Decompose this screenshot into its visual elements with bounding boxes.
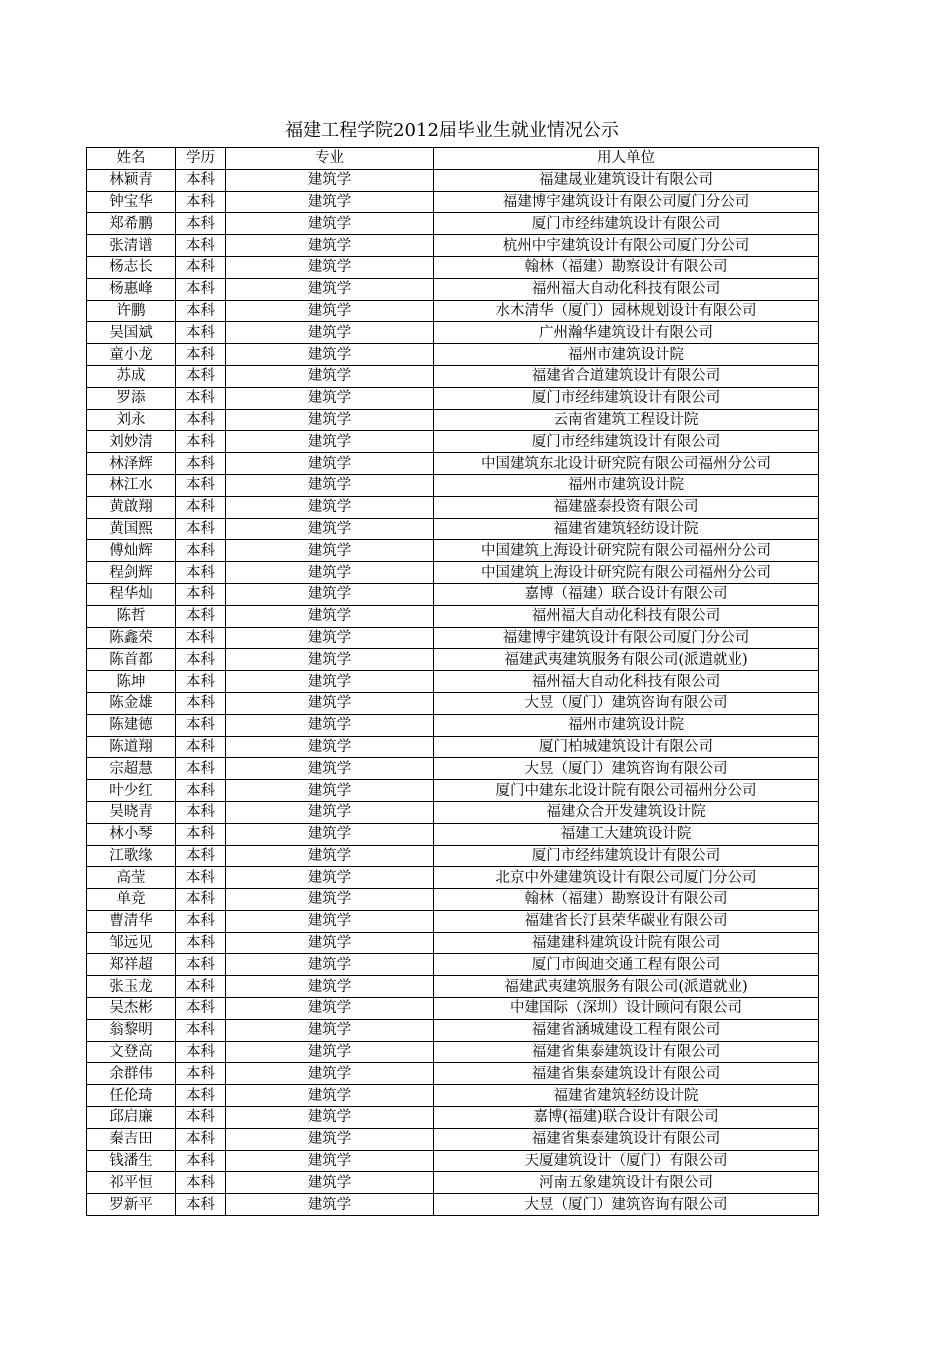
cell-major: 建筑学	[226, 583, 434, 605]
cell-major: 建筑学	[226, 300, 434, 322]
cell-employer: 福州市建筑设计院	[434, 714, 819, 736]
table-row	[87, 910, 819, 932]
table-row	[87, 998, 819, 1020]
cell-education: 本科	[176, 1019, 226, 1041]
cell-education: 本科	[176, 213, 226, 235]
cell-employer: 福州市建筑设计院	[434, 474, 819, 496]
cell-employer: 福建武夷建筑服务有限公司(派遣就业)	[434, 649, 819, 671]
cell-major: 建筑学	[226, 671, 434, 693]
cell-education: 本科	[176, 976, 226, 998]
cell-employer: 福建博宇建筑设计有限公司厦门分公司	[434, 627, 819, 649]
cell-education: 本科	[176, 409, 226, 431]
table-row	[87, 1019, 819, 1041]
cell-education: 本科	[176, 169, 226, 191]
cell-education: 本科	[176, 518, 226, 540]
cell-name: 傅灿辉	[87, 540, 176, 562]
cell-employer: 福建工大建筑设计院	[434, 823, 819, 845]
cell-major: 建筑学	[226, 932, 434, 954]
cell-education: 本科	[176, 932, 226, 954]
cell-name: 许鹏	[87, 300, 176, 322]
table-row	[87, 845, 819, 867]
cell-name: 曹清华	[87, 910, 176, 932]
cell-name: 邱启廉	[87, 1107, 176, 1129]
table-row	[87, 409, 819, 431]
cell-name: 单竞	[87, 889, 176, 911]
cell-major: 建筑学	[226, 518, 434, 540]
cell-major: 建筑学	[226, 453, 434, 475]
cell-education: 本科	[176, 1107, 226, 1129]
cell-major: 建筑学	[226, 1150, 434, 1172]
cell-education: 本科	[176, 1194, 226, 1216]
cell-name: 钟宝华	[87, 191, 176, 213]
table-row	[87, 1041, 819, 1063]
cell-major: 建筑学	[226, 1128, 434, 1150]
cell-name: 张玉龙	[87, 976, 176, 998]
cell-name: 吴晓青	[87, 801, 176, 823]
table-row	[87, 453, 819, 475]
cell-name: 吴国斌	[87, 322, 176, 344]
cell-education: 本科	[176, 496, 226, 518]
cell-name: 任伦琦	[87, 1085, 176, 1107]
cell-major: 建筑学	[226, 344, 434, 366]
cell-major: 建筑学	[226, 256, 434, 278]
table-row	[87, 278, 819, 300]
cell-name: 余群伟	[87, 1063, 176, 1085]
cell-name: 林江水	[87, 474, 176, 496]
cell-major: 建筑学	[226, 649, 434, 671]
cell-employer: 厦门市闽迪交通工程有限公司	[434, 954, 819, 976]
table-row	[87, 780, 819, 802]
table-row	[87, 954, 819, 976]
table-row	[87, 1150, 819, 1172]
cell-name: 刘妙清	[87, 431, 176, 453]
cell-employer: 福建博宇建筑设计有限公司厦门分公司	[434, 191, 819, 213]
cell-education: 本科	[176, 322, 226, 344]
cell-education: 本科	[176, 387, 226, 409]
cell-employer: 中国建筑东北设计研究院有限公司福州分公司	[434, 453, 819, 475]
table-row	[87, 1085, 819, 1107]
cell-employer: 厦门市经纬建筑设计有限公司	[434, 213, 819, 235]
cell-major: 建筑学	[226, 235, 434, 257]
table-row	[87, 213, 819, 235]
cell-employer: 厦门柏城建筑设计有限公司	[434, 736, 819, 758]
cell-name: 程剑辉	[87, 562, 176, 584]
cell-name: 林泽辉	[87, 453, 176, 475]
cell-major: 建筑学	[226, 910, 434, 932]
table-row	[87, 496, 819, 518]
cell-name: 童小龙	[87, 344, 176, 366]
cell-name: 郑祥超	[87, 954, 176, 976]
cell-education: 本科	[176, 235, 226, 257]
cell-major: 建筑学	[226, 845, 434, 867]
cell-education: 本科	[176, 954, 226, 976]
cell-employer: 福建省集泰建筑设计有限公司	[434, 1041, 819, 1063]
cell-major: 建筑学	[226, 474, 434, 496]
cell-major: 建筑学	[226, 387, 434, 409]
table-row	[87, 867, 819, 889]
cell-name: 苏成	[87, 365, 176, 387]
cell-employer: 福州福大自动化科技有限公司	[434, 671, 819, 693]
cell-education: 本科	[176, 910, 226, 932]
cell-education: 本科	[176, 278, 226, 300]
cell-major: 建筑学	[226, 562, 434, 584]
cell-employer: 福建建科建筑设计院有限公司	[434, 932, 819, 954]
column-header-name: 姓名	[87, 148, 176, 170]
column-header-employer: 用人单位	[434, 148, 819, 170]
cell-name: 叶少红	[87, 780, 176, 802]
cell-employer: 福建省建筑轻纺设计院	[434, 1085, 819, 1107]
table-row	[87, 256, 819, 278]
table-row	[87, 714, 819, 736]
cell-education: 本科	[176, 300, 226, 322]
cell-employer: 福建省集泰建筑设计有限公司	[434, 1063, 819, 1085]
table-row	[87, 1107, 819, 1129]
cell-major: 建筑学	[226, 889, 434, 911]
cell-name: 罗新平	[87, 1194, 176, 1216]
table-row	[87, 801, 819, 823]
cell-name: 陈坤	[87, 671, 176, 693]
cell-education: 本科	[176, 649, 226, 671]
cell-education: 本科	[176, 736, 226, 758]
cell-name: 吴杰彬	[87, 998, 176, 1020]
table-row	[87, 976, 819, 998]
cell-employer: 杭州中宇建筑设计有限公司厦门分公司	[434, 235, 819, 257]
table-body	[87, 169, 819, 1215]
cell-employer: 厦门市经纬建筑设计有限公司	[434, 431, 819, 453]
table-row	[87, 1172, 819, 1194]
table-row	[87, 518, 819, 540]
page-title: 福建工程学院2012届毕业生就业情况公示	[285, 120, 619, 141]
cell-education: 本科	[176, 605, 226, 627]
table-row	[87, 671, 819, 693]
cell-employer: 河南五象建筑设计有限公司	[434, 1172, 819, 1194]
cell-education: 本科	[176, 453, 226, 475]
cell-education: 本科	[176, 1063, 226, 1085]
cell-education: 本科	[176, 474, 226, 496]
table-row	[87, 431, 819, 453]
cell-major: 建筑学	[226, 169, 434, 191]
cell-employer: 天厦建筑设计（厦门）有限公司	[434, 1150, 819, 1172]
table-row	[87, 1194, 819, 1216]
cell-education: 本科	[176, 845, 226, 867]
cell-education: 本科	[176, 256, 226, 278]
cell-employer: 北京中外建建筑设计有限公司厦门分公司	[434, 867, 819, 889]
cell-education: 本科	[176, 562, 226, 584]
cell-education: 本科	[176, 1085, 226, 1107]
table-row	[87, 474, 819, 496]
cell-name: 陈鑫荣	[87, 627, 176, 649]
cell-major: 建筑学	[226, 780, 434, 802]
cell-major: 建筑学	[226, 191, 434, 213]
cell-education: 本科	[176, 692, 226, 714]
cell-name: 江歌缘	[87, 845, 176, 867]
table-row	[87, 387, 819, 409]
cell-employer: 福建省涵城建设工程有限公司	[434, 1019, 819, 1041]
cell-major: 建筑学	[226, 692, 434, 714]
cell-employer: 厦门市经纬建筑设计有限公司	[434, 387, 819, 409]
cell-education: 本科	[176, 1128, 226, 1150]
cell-employer: 水木清华（厦门）园林规划设计有限公司	[434, 300, 819, 322]
cell-major: 建筑学	[226, 365, 434, 387]
cell-education: 本科	[176, 867, 226, 889]
cell-employer: 厦门市经纬建筑设计有限公司	[434, 845, 819, 867]
cell-employer: 中建国际（深圳）设计顾问有限公司	[434, 998, 819, 1020]
cell-major: 建筑学	[226, 627, 434, 649]
header-row	[87, 148, 819, 170]
table-row	[87, 322, 819, 344]
cell-major: 建筑学	[226, 431, 434, 453]
cell-name: 高莹	[87, 867, 176, 889]
cell-major: 建筑学	[226, 409, 434, 431]
cell-education: 本科	[176, 365, 226, 387]
cell-name: 文登高	[87, 1041, 176, 1063]
cell-employer: 大昱（厦门）建筑咨询有限公司	[434, 758, 819, 780]
cell-name: 祁平恒	[87, 1172, 176, 1194]
cell-name: 陈建德	[87, 714, 176, 736]
cell-education: 本科	[176, 998, 226, 1020]
table-row	[87, 1063, 819, 1085]
cell-employer: 福建省集泰建筑设计有限公司	[434, 1128, 819, 1150]
cell-name: 陈哲	[87, 605, 176, 627]
cell-education: 本科	[176, 540, 226, 562]
cell-major: 建筑学	[226, 823, 434, 845]
table-row	[87, 823, 819, 845]
cell-major: 建筑学	[226, 1019, 434, 1041]
cell-employer: 大昱（厦门）建筑咨询有限公司	[434, 692, 819, 714]
cell-education: 本科	[176, 780, 226, 802]
cell-employer: 福建众合开发建筑设计院	[434, 801, 819, 823]
cell-major: 建筑学	[226, 1107, 434, 1129]
cell-employer: 福建盛泰投资有限公司	[434, 496, 819, 518]
cell-name: 张清谱	[87, 235, 176, 257]
cell-name: 陈金雄	[87, 692, 176, 714]
cell-employer: 福建省建筑轻纺设计院	[434, 518, 819, 540]
table-row	[87, 191, 819, 213]
cell-employer: 广州瀚华建筑设计有限公司	[434, 322, 819, 344]
cell-employer: 福建晟业建筑设计有限公司	[434, 169, 819, 191]
cell-education: 本科	[176, 627, 226, 649]
cell-education: 本科	[176, 1172, 226, 1194]
table-row	[87, 169, 819, 191]
cell-employer: 福建省长汀县荣华碳业有限公司	[434, 910, 819, 932]
cell-employer: 福建省合道建筑设计有限公司	[434, 365, 819, 387]
employment-table	[86, 147, 819, 1216]
cell-name: 邹远见	[87, 932, 176, 954]
cell-name: 黄啟翔	[87, 496, 176, 518]
cell-major: 建筑学	[226, 801, 434, 823]
cell-employer: 福州福大自动化科技有限公司	[434, 605, 819, 627]
table-row	[87, 605, 819, 627]
cell-employer: 翰林（福建）勘察设计有限公司	[434, 256, 819, 278]
cell-education: 本科	[176, 1041, 226, 1063]
cell-education: 本科	[176, 344, 226, 366]
cell-major: 建筑学	[226, 496, 434, 518]
cell-employer: 福州福大自动化科技有限公司	[434, 278, 819, 300]
cell-name: 林颖青	[87, 169, 176, 191]
cell-major: 建筑学	[226, 714, 434, 736]
cell-employer: 嘉博（福建）联合设计有限公司	[434, 583, 819, 605]
cell-education: 本科	[176, 889, 226, 911]
cell-education: 本科	[176, 801, 226, 823]
cell-education: 本科	[176, 1150, 226, 1172]
cell-education: 本科	[176, 758, 226, 780]
table-row	[87, 540, 819, 562]
table-row	[87, 583, 819, 605]
cell-major: 建筑学	[226, 1063, 434, 1085]
cell-name: 翁黎明	[87, 1019, 176, 1041]
cell-name: 林小琴	[87, 823, 176, 845]
table-row	[87, 932, 819, 954]
column-header-education: 学历	[176, 148, 226, 170]
cell-education: 本科	[176, 191, 226, 213]
table-row	[87, 627, 819, 649]
cell-major: 建筑学	[226, 998, 434, 1020]
cell-name: 黄国熙	[87, 518, 176, 540]
cell-employer: 中国建筑上海设计研究院有限公司福州分公司	[434, 562, 819, 584]
cell-major: 建筑学	[226, 976, 434, 998]
cell-name: 陈首都	[87, 649, 176, 671]
cell-name: 罗添	[87, 387, 176, 409]
table-row	[87, 300, 819, 322]
table-row	[87, 562, 819, 584]
table-row	[87, 1128, 819, 1150]
table-row	[87, 889, 819, 911]
cell-name: 秦吉田	[87, 1128, 176, 1150]
cell-major: 建筑学	[226, 867, 434, 889]
cell-major: 建筑学	[226, 1172, 434, 1194]
cell-education: 本科	[176, 823, 226, 845]
table-row	[87, 736, 819, 758]
table-row	[87, 692, 819, 714]
cell-employer: 中国建筑上海设计研究院有限公司福州分公司	[434, 540, 819, 562]
column-header-major: 专业	[226, 148, 434, 170]
cell-name: 宗超慧	[87, 758, 176, 780]
cell-major: 建筑学	[226, 954, 434, 976]
cell-employer: 福州市建筑设计院	[434, 344, 819, 366]
table-row	[87, 344, 819, 366]
cell-employer: 大昱（厦门）建筑咨询有限公司	[434, 1194, 819, 1216]
cell-name: 程华灿	[87, 583, 176, 605]
cell-education: 本科	[176, 431, 226, 453]
cell-name: 杨志长	[87, 256, 176, 278]
cell-major: 建筑学	[226, 213, 434, 235]
cell-education: 本科	[176, 714, 226, 736]
cell-major: 建筑学	[226, 736, 434, 758]
cell-major: 建筑学	[226, 540, 434, 562]
cell-major: 建筑学	[226, 758, 434, 780]
cell-employer: 翰林（福建）勘察设计有限公司	[434, 889, 819, 911]
cell-major: 建筑学	[226, 605, 434, 627]
cell-employer: 福建武夷建筑服务有限公司(派遣就业)	[434, 976, 819, 998]
cell-employer: 厦门中建东北设计院有限公司福州分公司	[434, 780, 819, 802]
cell-name: 陈道翔	[87, 736, 176, 758]
table-row	[87, 365, 819, 387]
cell-major: 建筑学	[226, 322, 434, 344]
cell-employer: 嘉博(福建)联合设计有限公司	[434, 1107, 819, 1129]
table-row	[87, 649, 819, 671]
cell-major: 建筑学	[226, 278, 434, 300]
cell-name: 杨惠峰	[87, 278, 176, 300]
cell-major: 建筑学	[226, 1194, 434, 1216]
cell-major: 建筑学	[226, 1085, 434, 1107]
cell-name: 刘永	[87, 409, 176, 431]
table-row	[87, 758, 819, 780]
cell-name: 钱潘生	[87, 1150, 176, 1172]
cell-major: 建筑学	[226, 1041, 434, 1063]
cell-name: 郑希鹏	[87, 213, 176, 235]
table-row	[87, 235, 819, 257]
cell-education: 本科	[176, 671, 226, 693]
cell-employer: 云南省建筑工程设计院	[434, 409, 819, 431]
cell-education: 本科	[176, 583, 226, 605]
